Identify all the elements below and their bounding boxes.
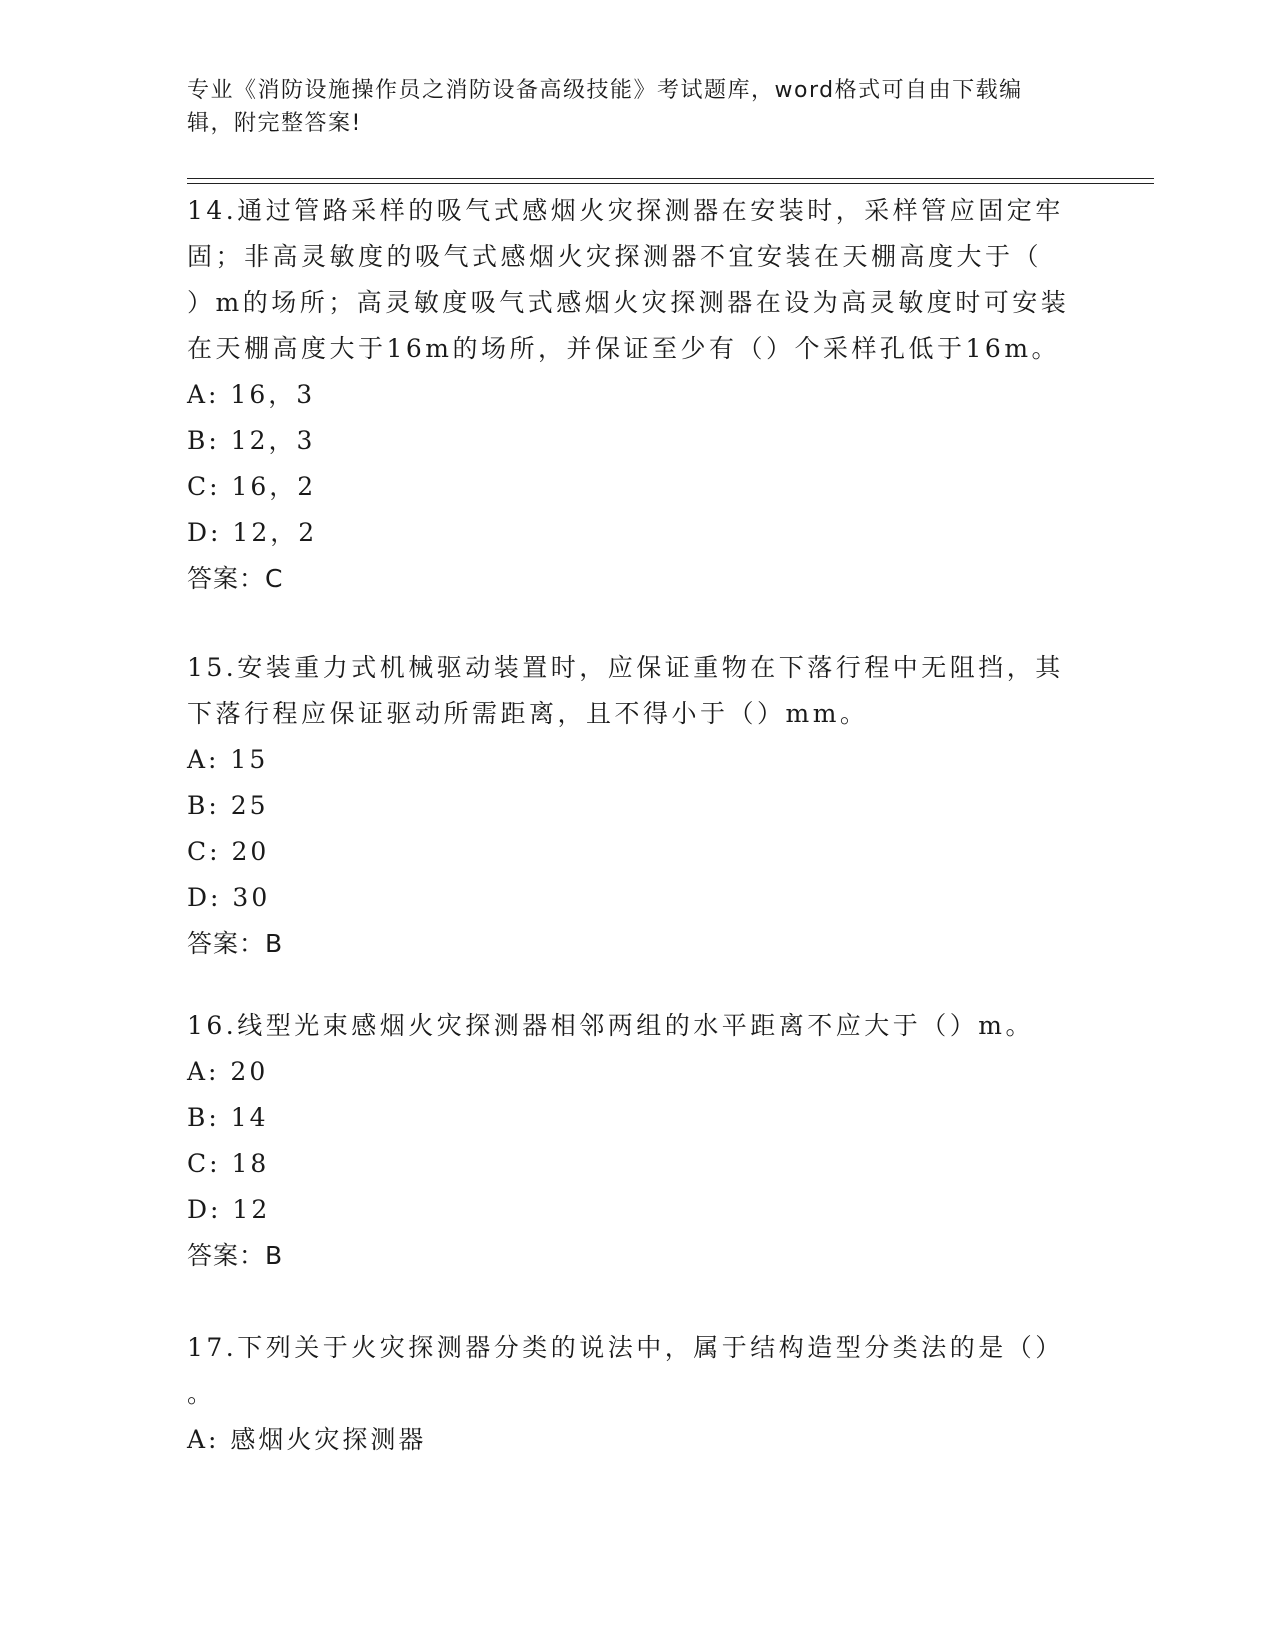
option-c: C: 20 bbox=[187, 837, 270, 866]
option-d: D: 12，2 bbox=[187, 518, 318, 547]
answer-label: 答案：B bbox=[187, 929, 284, 958]
option-a: A: 15 bbox=[187, 745, 269, 774]
header-divider-top bbox=[187, 178, 1154, 179]
header-divider-bottom bbox=[187, 183, 1154, 184]
question-stem-line: 15.安装重力式机械驱动装置时，应保证重物在下落行程中无阻挡，其 bbox=[187, 653, 1064, 682]
question-stem-line: 17.下列关于火灾探测器分类的说法中，属于结构造型分类法的是（） bbox=[187, 1333, 1064, 1362]
header-title-line2: 辑，附完整答案! bbox=[187, 111, 362, 136]
question-stem-line: 。 bbox=[187, 1379, 216, 1408]
option-a: A: 16，3 bbox=[187, 380, 316, 409]
document-header bbox=[187, 74, 1067, 140]
question-stem-line: ）m的场所；高灵敏度吸气式感烟火灾探测器在设为高灵敏度时可安装 bbox=[187, 288, 1070, 317]
header-title-line1: 专业《消防设施操作员之消防设备高级技能》考试题库，word格式可自由下载编 bbox=[187, 78, 1023, 103]
option-a: A: 感烟火灾探测器 bbox=[187, 1425, 427, 1454]
question-stem-line: 14.通过管路采样的吸气式感烟火灾探测器在安装时，采样管应固定牢 bbox=[187, 196, 1064, 225]
option-c: C: 16，2 bbox=[187, 472, 317, 501]
question-stem-line: 16.线型光束感烟火灾探测器相邻两组的水平距离不应大于（）m。 bbox=[187, 1011, 1034, 1040]
option-b: B: 25 bbox=[187, 791, 269, 820]
question-14 bbox=[187, 188, 1087, 602]
option-c: C: 18 bbox=[187, 1149, 270, 1178]
question-15 bbox=[187, 645, 1087, 967]
answer-label: 答案：C bbox=[187, 564, 284, 593]
answer-label: 答案：B bbox=[187, 1241, 284, 1270]
question-stem-line: 固；非高灵敏度的吸气式感烟火灾探测器不宜安装在天棚高度大于（ bbox=[187, 242, 1043, 271]
question-17 bbox=[187, 1325, 1087, 1463]
option-d: D: 12 bbox=[187, 1195, 271, 1224]
question-stem-line: 下落行程应保证驱动所需距离，且不得小于（）mm。 bbox=[187, 699, 869, 728]
question-16 bbox=[187, 1003, 1087, 1279]
option-a: A: 20 bbox=[187, 1057, 269, 1086]
option-b: B: 12，3 bbox=[187, 426, 316, 455]
question-stem-line: 在天棚高度大于16m的场所，并保证至少有（）个采样孔低于16m。 bbox=[187, 334, 1061, 363]
option-b: B: 14 bbox=[187, 1103, 269, 1132]
option-d: D: 30 bbox=[187, 883, 271, 912]
